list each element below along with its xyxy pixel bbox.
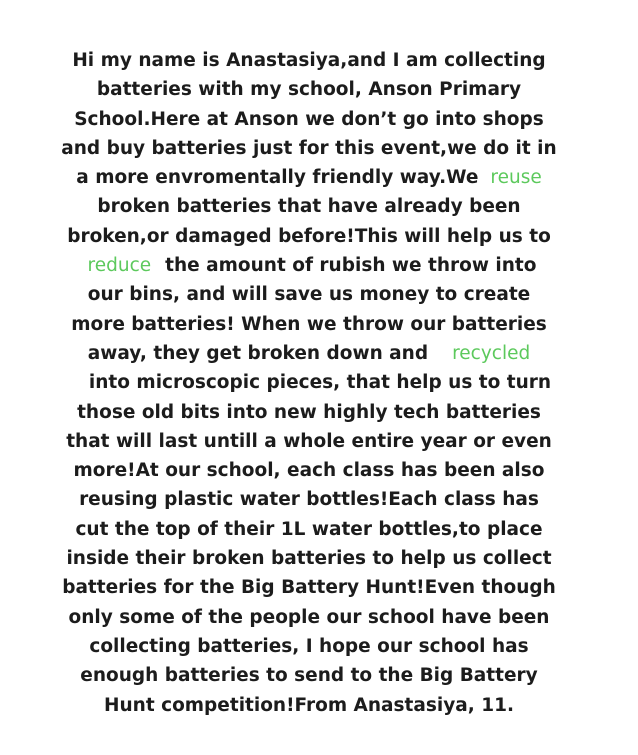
highlight-word-reduce: reduce bbox=[87, 255, 152, 277]
letter-line bbox=[10, 339, 608, 368]
letter-line-text: a more envromentally friendly way.We bbox=[76, 167, 479, 189]
letter-line: into microscopic pieces, that help us to turn bbox=[88, 372, 552, 394]
letter-line: only some of the people our school have been bbox=[68, 606, 550, 628]
letter-line: more batteries! When we throw our batteries bbox=[71, 313, 547, 335]
letter-line: broken,or damaged before!This will help us to bbox=[67, 225, 551, 247]
letter-line: more!At our school, each class has been also bbox=[73, 460, 545, 482]
letter-line: our bins, and will save us money to create bbox=[87, 284, 531, 306]
letter-line-text: the amount of rubish we throw into bbox=[165, 255, 537, 277]
letter-line: batteries for the Big Battery Hunt!Even though bbox=[62, 577, 556, 599]
highlight-word-reuse: reuse bbox=[490, 167, 542, 189]
letter-line: batteries with my school, Anson Primary bbox=[96, 79, 522, 101]
letter-line: broken batteries that have already been bbox=[97, 196, 521, 218]
letter-line: inside their broken batteries to help us collect bbox=[66, 548, 552, 570]
letter-line: School.Here at Anson we don’t go into shops bbox=[74, 108, 544, 130]
letter-line: Hunt competition!From Anastasiya, 11. bbox=[104, 694, 514, 716]
letter-line bbox=[10, 251, 608, 280]
letter-line: enough batteries to send to the Big Battery bbox=[80, 665, 538, 687]
letter-line: Hi my name is Anastasiya,and I am collecting bbox=[72, 50, 546, 71]
letter-line: those old bits into new highly tech batteries bbox=[77, 401, 541, 423]
letter-line: cut the top of their 1L water bottles,to place bbox=[75, 518, 543, 540]
highlight-word-recycled: recycled bbox=[452, 342, 531, 364]
letter-line: collecting batteries, I hope our school has bbox=[89, 635, 529, 657]
letter-line bbox=[10, 163, 608, 192]
letter-text bbox=[10, 46, 608, 720]
letter-line: and buy batteries just for this event,we do it in bbox=[61, 137, 557, 159]
letter-line-text: away, they get broken down and bbox=[87, 342, 429, 364]
letter-line: that will last untill a whole entire year or even bbox=[66, 430, 552, 452]
letter-line: reusing plastic water bottles!Each class has bbox=[79, 489, 539, 511]
